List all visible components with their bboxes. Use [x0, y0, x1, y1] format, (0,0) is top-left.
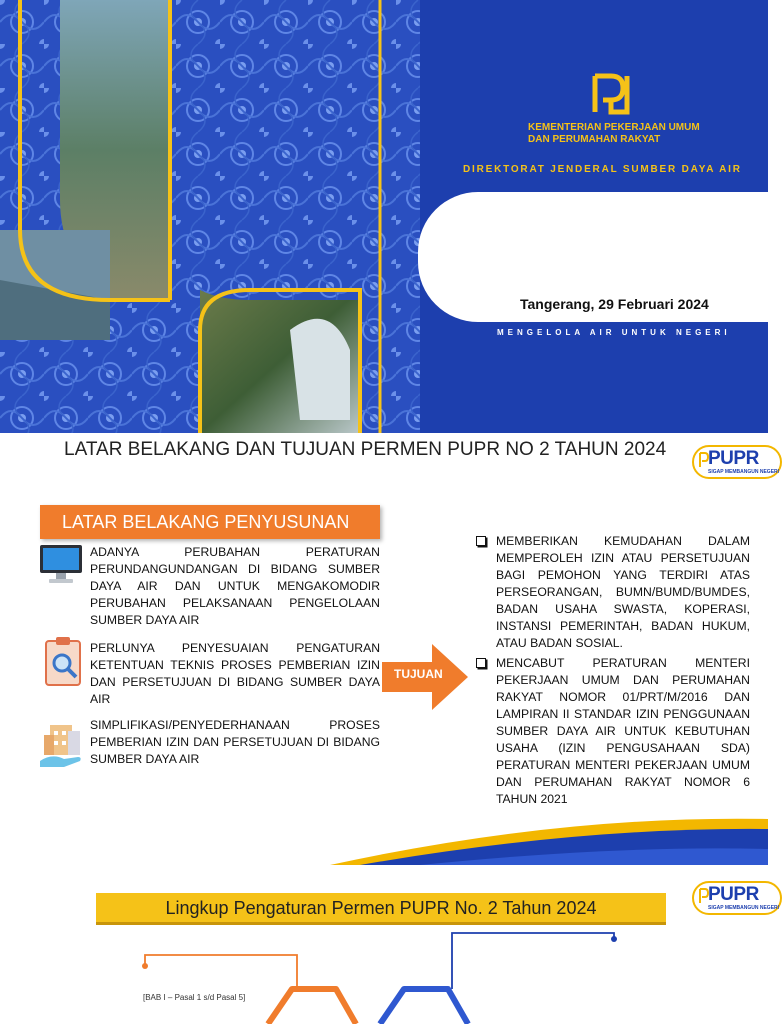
blue-hexagon-segment [380, 989, 468, 1024]
computer-icon [38, 543, 84, 585]
slide-title: LATAR BELAKANG DAN TUJUAN PERMEN PUPR NO 2 TAHUN 2024 [64, 439, 667, 460]
checkbox-bullet-icon [476, 658, 486, 668]
scope-flow-diagram [0, 865, 768, 1024]
scope-title: Lingkup Pengaturan Permen PUPR No. 2 Tahun 2024 [165, 898, 597, 918]
decorative-wave [0, 805, 768, 865]
ministry-name [528, 122, 708, 146]
bab-label: [BAB I – Pasal 1 s/d Pasal 5] [143, 993, 246, 1002]
goal-arrow-label: TUJUAN [394, 667, 443, 681]
pupr-logo-text: PUPR [708, 884, 759, 905]
goal-item [476, 533, 750, 652]
pupr-logo-tagline: SIGAP MEMBANGUN NEGERI [708, 469, 780, 475]
background-goals-slide [0, 433, 780, 865]
pupr-emblem-icon [589, 72, 633, 116]
cover-slide [0, 0, 768, 433]
flow-connector [145, 955, 297, 989]
reason-1-text: ADANYA PERUBAHAN PERATURAN PERUNDANGUNDANGAN DI BIDANG SUMBER DAYA AIR DAN UNTUK MENGAKOMODIR PERUBAHAN PELAKSANAAN PENGELOLAAN SUMBER DAYA AIR [90, 545, 380, 627]
checkbox-bullet-icon [476, 536, 486, 546]
presentation-date: Tangerang, 29 Februari 2024 [520, 296, 709, 312]
building-hand-icon [38, 717, 86, 771]
reason-2-text: PERLUNYA PENYESUAIAN PENGATURAN KETENTUAN TEKNIS PROSES PEMBERIAN IZIN DAN PERSETUJUAN DI BIDANG SUMBER DAYA AIR [90, 641, 380, 706]
batik-photo-collage [0, 0, 420, 433]
background-header: LATAR BELAKANG PENYUSUNAN [40, 505, 380, 539]
ministry-line-2: DAN PERUMAHAN RAKYAT [528, 134, 661, 145]
pupr-logo-text: PUPR [708, 448, 759, 469]
goal-2-text: MENCABUT PERATURAN MENTERI PEKERJAAN UMUM DAN PERUMAHAN RAKYAT NOMOR 01/PRT/M/2016 DAN LAMPIRAN II STANDAR IZIN PENGGUNAAN SUMBER DAYA AIR UNTUK KEBUTUHAN USAHA (IZIN PENGUSAHAAN SDA) PERATURAN MENTERI PEKERJAAN UMUM DAN PERUMAHAN RAKYAT NOMOR 6 TAHUN 2021 [496, 656, 750, 806]
scope-slide [0, 865, 780, 1024]
goal-item [476, 655, 750, 808]
goal-1-text: MEMBERIKAN KEMUDAHAN DALAM MEMPEROLEH IZIN ATAU PERSETUJUAN BAGI PEMOHON YANG TERDIRI ATAS PERSEORANGAN, BUMN/BUMD/BUMDES, BADAN USAHA SWASTA, KOPERASI, INSTANSI PEMERINTAH, BADAN HUKUM, ATAU BADAN SOSIAL. [496, 534, 750, 650]
motto: MENGELOLA AIR UNTUK NEGERI [497, 328, 731, 337]
directorate-name: DIREKTORAT JENDERAL SUMBER DAYA AIR [463, 164, 742, 175]
reason-3-text: SIMPLIFIKASI/PENYEDERHANAAN PROSES PEMBERIAN IZIN DAN PERSETUJUAN DI BIDANG SUMBER DAYA AIR [90, 718, 380, 766]
pupr-logo [692, 445, 782, 479]
clipboard-search-icon [42, 635, 86, 689]
orange-hexagon-segment [268, 989, 356, 1024]
pupr-logo-tagline: SIGAP MEMBANGUN NEGERI [708, 905, 780, 911]
ministry-line-1: KEMENTERIAN PEKERJAAN UMUM [528, 122, 700, 133]
flow-connector [452, 933, 614, 989]
